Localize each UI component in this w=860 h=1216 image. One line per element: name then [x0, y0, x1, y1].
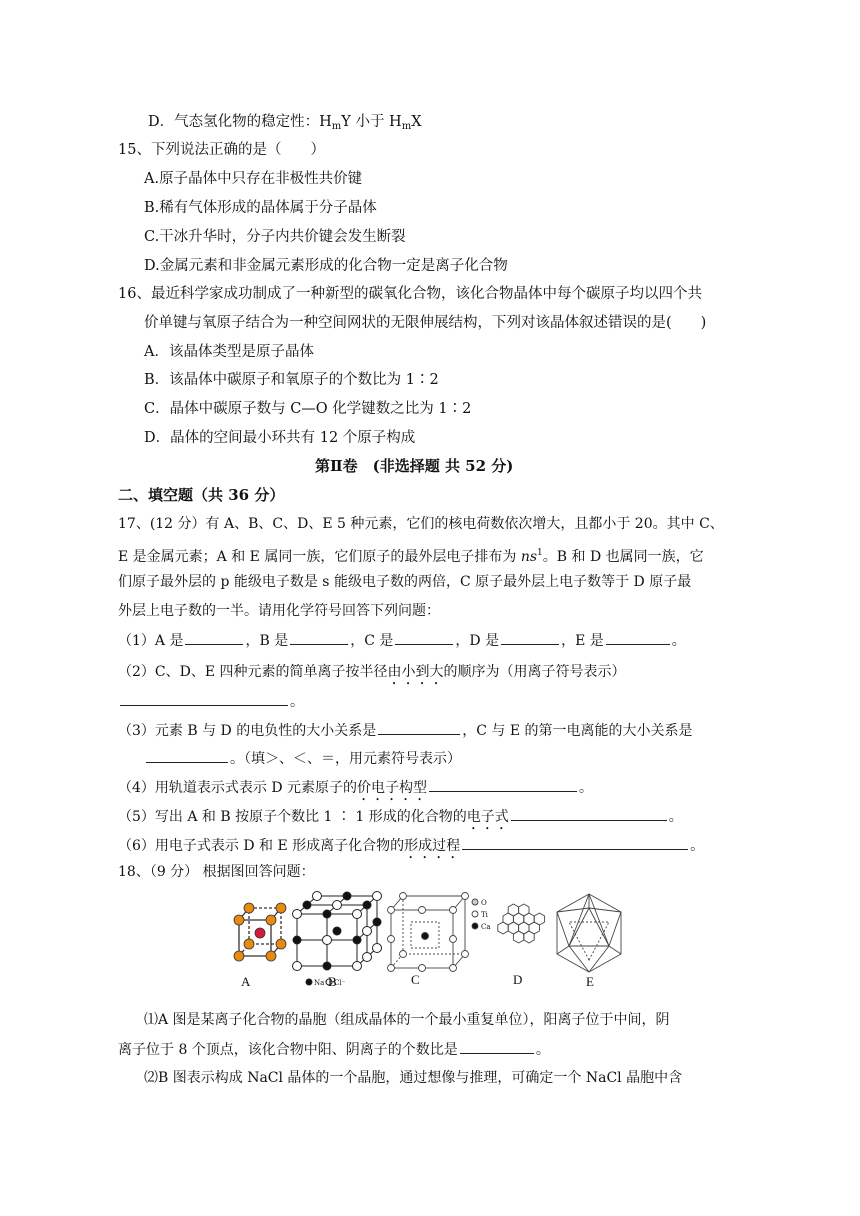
q17-part2: （2）C、D、E 四种元素的简单离子按半径由小到大的顺序为（用离子符号表示）	[118, 664, 626, 680]
figure-label-c: C	[411, 972, 420, 987]
figure-label-d: D	[513, 972, 523, 987]
legend-c-o: O	[481, 899, 487, 907]
q16-option-a: A．该晶体类型是原子晶体	[144, 344, 314, 360]
q17-part2-answer: 。	[118, 691, 304, 712]
answer-blank-electronegativity[interactable]	[378, 720, 460, 735]
q17-part3: （3）元素 B 与 D 的电负性的大小关系是 ，C 与 E 的第一电离能的大小关系是	[118, 720, 693, 741]
answer-blank-orbital[interactable]	[429, 777, 577, 792]
q17-part3-cont: 。（填＞、＜、＝，用元素符号表示）	[144, 748, 461, 769]
answer-blank-formation[interactable]	[462, 835, 688, 850]
q17-part5: （5）写出 A 和 B 按原子个数比 1 ∶ 1 形成的化合物的电子式 。	[118, 806, 683, 833]
answer-blank-b[interactable]	[290, 630, 348, 645]
q15-option-c: C.干冰升华时，分子内共价键会发生断裂	[144, 229, 406, 245]
q16-option-c: C．晶体中碳原子数与 C—O 化学键数之比为 1∶2	[144, 401, 472, 417]
legend-b-na: Na⁺	[314, 979, 328, 987]
q17-line3: 们原子最外层的 p 能级电子数是 s 能级电子数的两倍，C 原子最外层上电子数等于 D 原子最	[118, 574, 692, 590]
q17-line1: 17、(12 分）有 A、B、C、D、E 5 种元素，它们的核电荷数依次增大，且都小于 20。其中 C、	[118, 516, 724, 532]
q18-part2-line1: ⑵B 图表示构成 NaCl 晶体的一个晶胞，通过想像与推理，可确定一个 NaCl 晶胞中含	[144, 1070, 683, 1086]
q17-part4: （4）用轨道表示式表示 D 元素原子的价电子构型 。	[118, 777, 593, 804]
q14-option-d: D．气态氢化物的稳定性：$H_mY$ 小于 $H_mX$	[148, 114, 422, 132]
q15-stem: 15、下列说法正确的是（ ）	[118, 142, 325, 158]
q16-option-b: B．该晶体中碳原子和氧原子的个数比为 1∶2	[144, 372, 439, 388]
answer-blank-electron-formula[interactable]	[511, 806, 667, 821]
answer-blank-ion-order[interactable]	[120, 691, 288, 706]
figure-c-perovskite-cell	[388, 893, 491, 972]
q15-option-b: B.稀有气体形成的晶体属于分子晶体	[144, 200, 377, 216]
q18-part1-line1: ⑴A 图是某离子化合物的晶胞（组成晶体的一个最小重复单位），阳离子位于中间，阴	[144, 1012, 670, 1028]
section-ii-title: 第Ⅱ卷 (非选择题 共 52 分)	[315, 457, 514, 475]
q16-option-d: D．晶体的空间最小环共有 12 个原子构成	[144, 430, 416, 446]
q16-stem-line1: 16、最近科学家成功制成了一种新型的碳氧化合物，该化合物晶体中每个碳原子均以四个共	[118, 286, 702, 302]
figure-label-b: B	[328, 974, 337, 989]
answer-blank-e[interactable]	[606, 630, 670, 645]
figure-a-ion-cell	[234, 903, 286, 961]
answer-blank-a[interactable]	[185, 630, 243, 645]
part-ii-heading: 二、填空题（共 36 分）	[118, 486, 285, 504]
q18-part1-line2: 离子位于 8 个顶点，该化合物中阳、阴离子的个数比是 。	[118, 1039, 550, 1060]
figure-e-icosahedron	[557, 894, 621, 972]
q16-stem-line2: 价单键与氧原子结合为一种空间网状的无限伸展结构，下列对该晶体叙述错误的是( )	[144, 315, 707, 331]
crystal-figures-svg	[225, 888, 625, 990]
figure-b-nacl-cell	[293, 892, 382, 988]
answer-blank-c[interactable]	[395, 630, 453, 645]
q17-line2: E 是金属元素；A 和 E 属同一族，它们原子的最外层电子排布为 $ns^1$。B 和 D 也属同一族，它	[118, 548, 704, 565]
q17-part6: （6）用电子式表示 D 和 E 形成离子化合物的形成过程 。	[118, 835, 704, 862]
legend-c-ti: Ti	[481, 911, 488, 919]
answer-blank-ion-ratio[interactable]	[460, 1039, 534, 1054]
answer-blank-ionization[interactable]	[146, 748, 228, 763]
q17-line4: 外层上电子数的一半。请用化学符号回答下列问题：	[118, 603, 440, 619]
crystal-figures	[225, 888, 625, 990]
q15-option-a: A.原子晶体中只存在非极性共价键	[144, 171, 363, 187]
hexagon-ring	[498, 922, 508, 934]
figure-label-e: E	[586, 974, 594, 989]
figure-d-graphite-layer	[498, 904, 545, 943]
q17-part1: （1）A 是 ，B 是 ，C 是 ，D 是 ，E 是 。	[118, 630, 686, 651]
figure-label-a: A	[241, 974, 251, 989]
legend-b-cl: Cl⁻	[334, 979, 346, 987]
q18-stem: 18、（9 分） 根据图回答问题：	[118, 864, 315, 880]
hexagon-ring	[524, 931, 534, 943]
hexagon-ring	[513, 931, 523, 943]
legend-c-ca: Ca	[481, 923, 491, 931]
q15-option-d: D.金属元素和非金属元素形成的化合物一定是离子化合物	[144, 258, 508, 274]
answer-blank-d[interactable]	[501, 630, 559, 645]
